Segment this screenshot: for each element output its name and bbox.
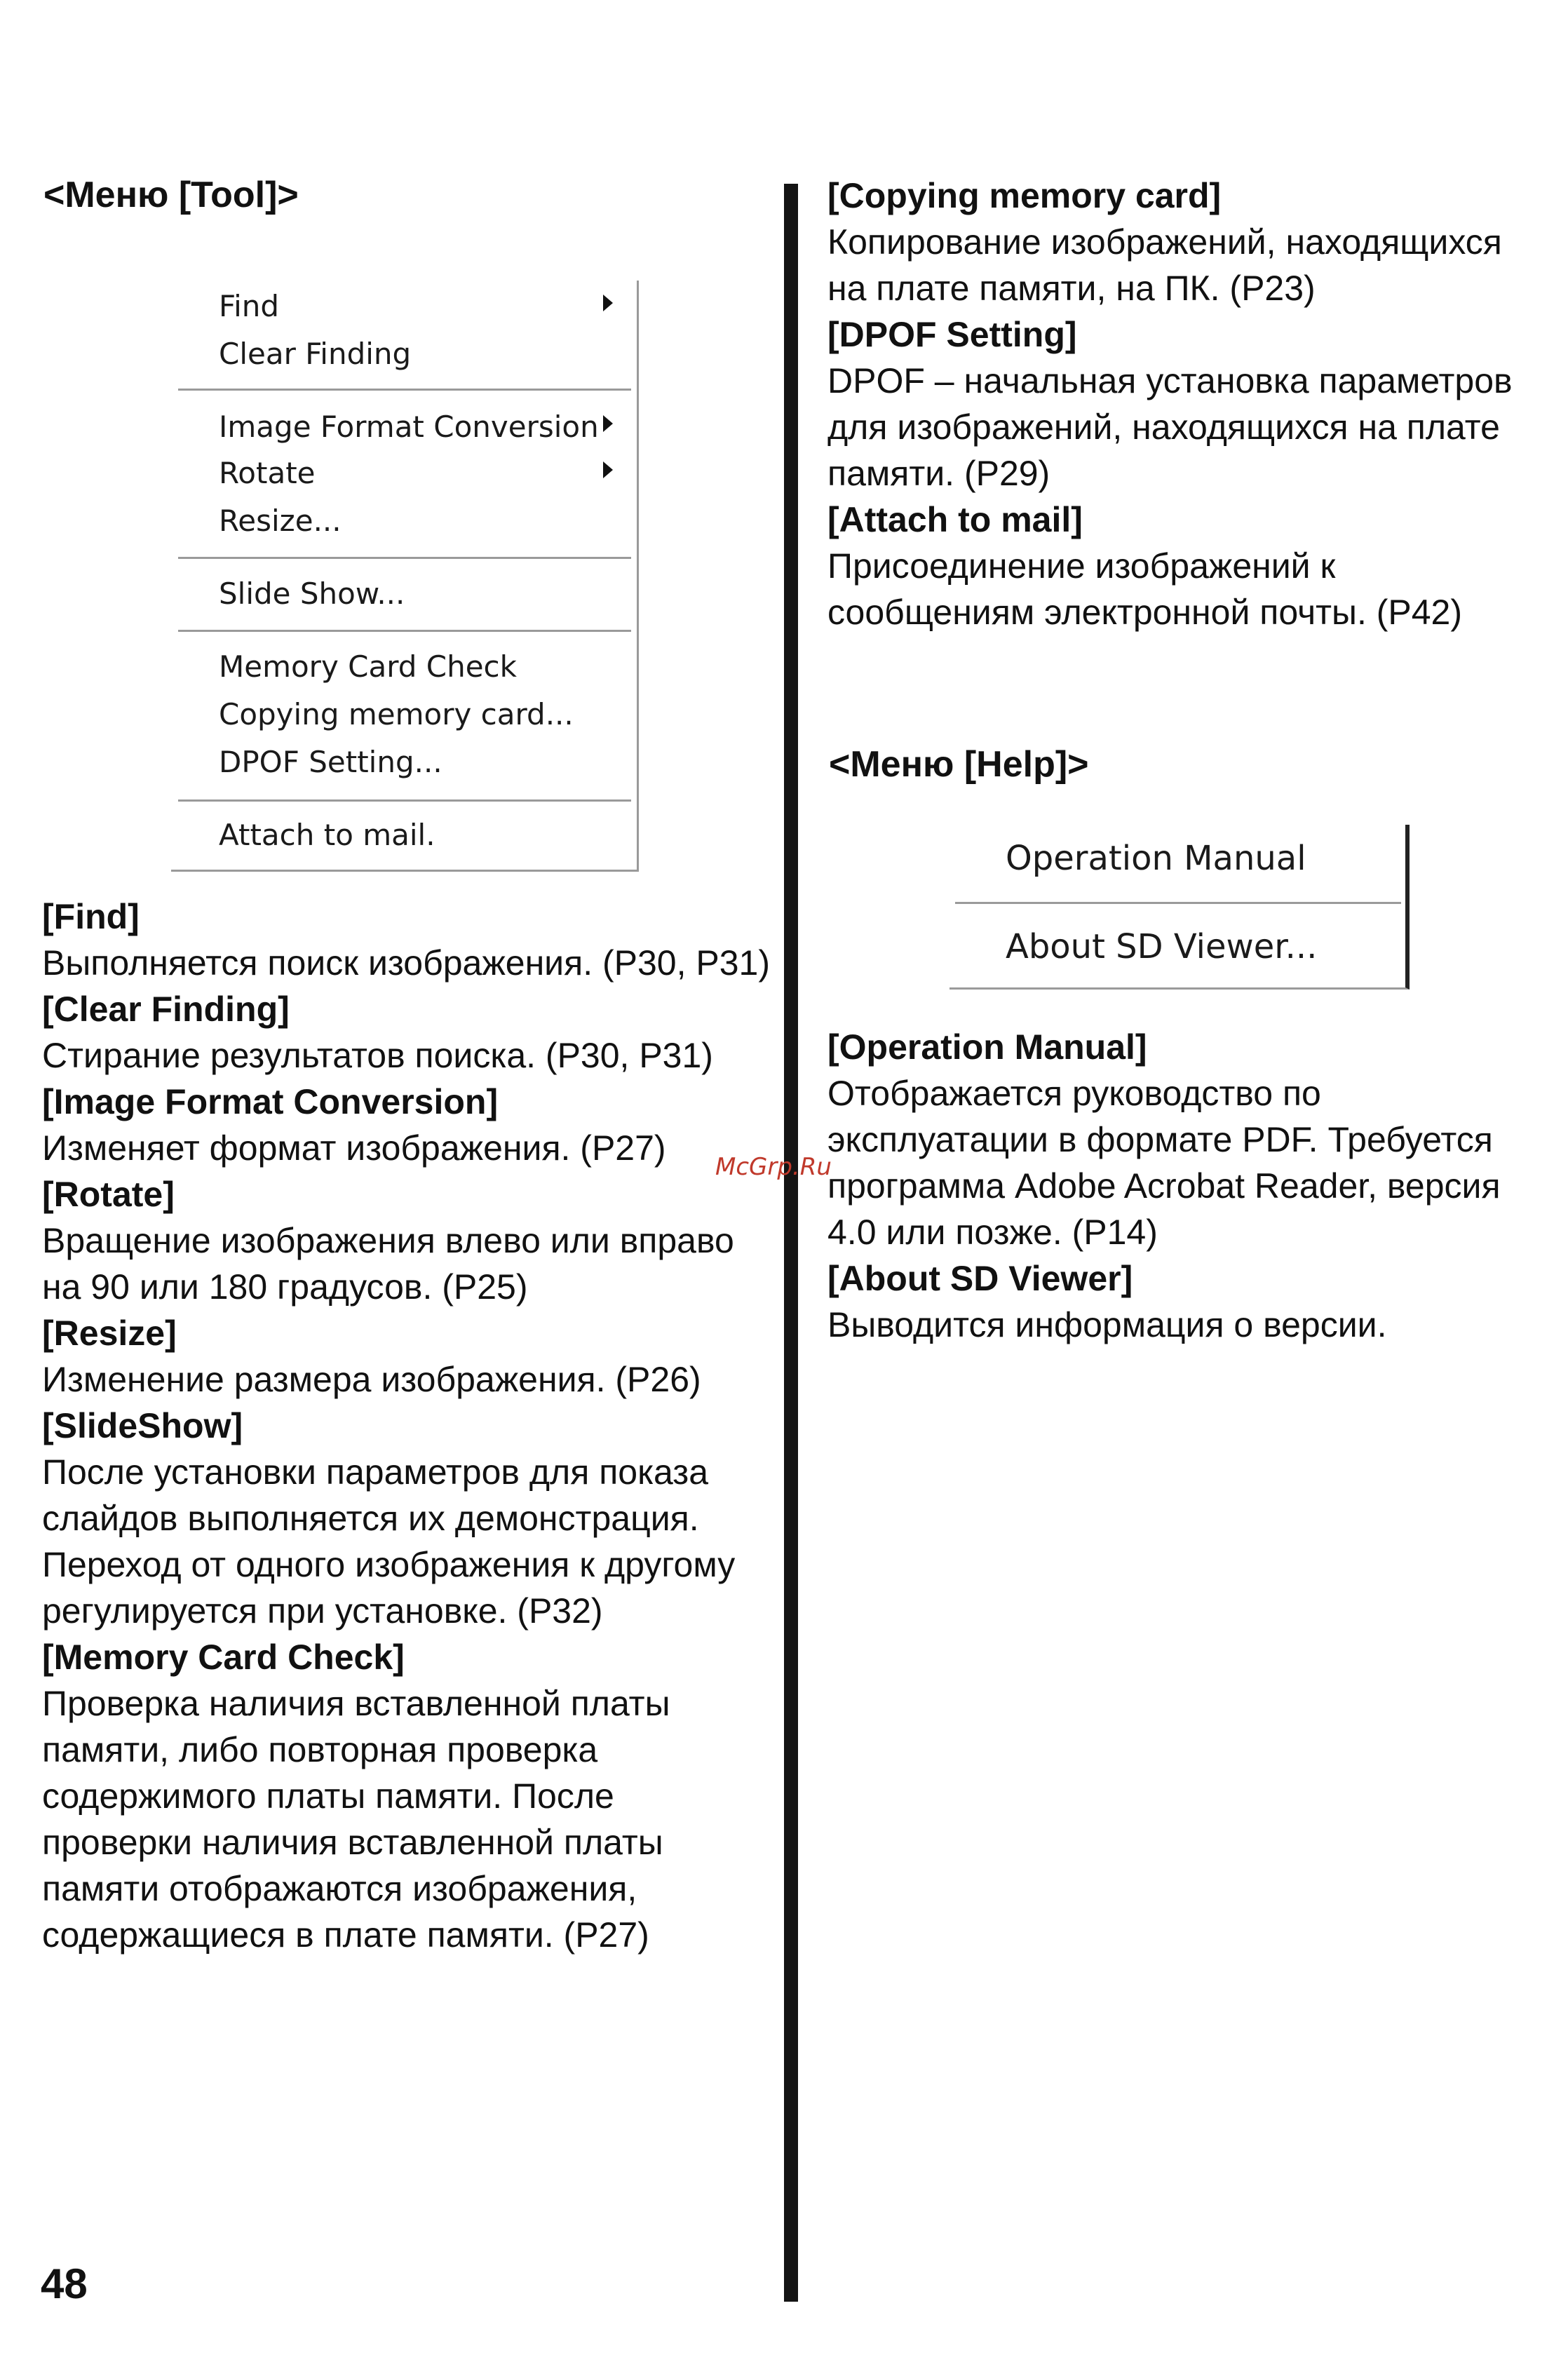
menu-separator (178, 557, 631, 559)
menu-item-copying-memory-card[interactable]: Copying memory card... (219, 697, 574, 731)
entry-attach-to-mail (827, 497, 1536, 635)
entry-resize (42, 1310, 771, 1403)
menu-item-image-format-conversion[interactable]: Image Format Conversion (219, 410, 599, 444)
column-divider (784, 184, 798, 2302)
entry-desc: Проверка наличия вставленной платы памяти, либо повторная проверка содержимого платы памяти. После проверки наличия вставленной платы памяти отображаются изображения, содержащиеся в плате памяти. (P27) (42, 1684, 670, 1955)
menu-item-dpof-setting[interactable]: DPOF Setting... (219, 745, 442, 779)
entry-desc: Отображается руководство по эксплуатации в формате PDF. Требуется программа Adobe Acrobat Reader, версия 4.0 или позже. (P14) (827, 1074, 1501, 1252)
entry-desc: Присоединение изображений к сообщениям электронной почты. (P42) (827, 546, 1463, 632)
entry-desc: Стирание результатов поиска. (P30, P31) (42, 1036, 713, 1075)
entry-about-sd-viewer (827, 1255, 1536, 1348)
entry-find (42, 893, 771, 986)
entry-desc: Изменение размера изображения. (P26) (42, 1360, 701, 1399)
menu-item-find[interactable]: Find (219, 289, 280, 323)
menu-separator (178, 630, 631, 632)
menu-item-resize[interactable]: Resize... (219, 504, 342, 538)
menu-item-slide-show[interactable]: Slide Show... (219, 576, 405, 611)
submenu-arrow-icon (603, 295, 613, 311)
entry-desc: Выводится информация о версии. (827, 1305, 1387, 1344)
entry-title: [Attach to mail] (827, 500, 1083, 539)
menu-item-memory-card-check[interactable]: Memory Card Check (219, 649, 517, 684)
entry-desc: Выполняется поиск изображения. (P30, P31) (42, 943, 770, 983)
menu-item-about-sd-viewer[interactable]: About SD Viewer... (1006, 927, 1318, 966)
help-menu-descriptions (827, 1024, 1536, 1348)
entry-title: [Rotate] (42, 1175, 175, 1214)
entry-desc: Вращение изображения влево или вправо на 90 или 180 градусов. (P25) (42, 1221, 734, 1307)
entry-title: [Find] (42, 897, 140, 936)
entry-title: [Clear Finding] (42, 990, 290, 1029)
submenu-arrow-icon (603, 461, 613, 478)
entry-dpof-setting (827, 311, 1536, 497)
entry-slideshow (42, 1403, 771, 1634)
entry-title: [Operation Manual] (827, 1027, 1147, 1067)
tool-menu-descriptions (42, 893, 771, 1958)
entry-desc: Копирование изображений, находящихся на плате памяти, на ПК. (P23) (827, 222, 1502, 308)
tool-menu-heading: <Меню [Tool]> (43, 175, 299, 215)
menu-item-operation-manual[interactable]: Operation Manual (1006, 839, 1306, 878)
entry-desc: После установки параметров для показа слайдов выполняется их демонстрация. Переход от одного изображения к другому регулируется при установке. (P32) (42, 1452, 736, 1631)
menu-separator (178, 799, 631, 802)
menu-separator (178, 389, 631, 391)
entry-memory-card-check (42, 1634, 771, 1958)
page-number: 48 (41, 2260, 88, 2307)
entry-desc: Изменяет формат изображения. (P27) (42, 1128, 666, 1168)
watermark: McGrp.Ru (715, 1153, 832, 1181)
entry-rotate (42, 1171, 771, 1310)
entry-desc: DPOF – начальная установка параметров для изображений, находящихся на плате памяти. (P29) (827, 361, 1513, 493)
submenu-arrow-icon (603, 415, 613, 432)
entry-title: [About SD Viewer] (827, 1259, 1133, 1298)
menu-item-attach-to-mail[interactable]: Attach to mail. (219, 818, 435, 852)
entry-title: [Resize] (42, 1314, 177, 1353)
entry-title: [SlideShow] (42, 1406, 243, 1445)
entry-title: [Copying memory card] (827, 176, 1222, 215)
menu-item-rotate[interactable]: Rotate (219, 456, 316, 490)
entry-copying-memory-card (827, 173, 1536, 311)
entry-title: [Image Format Conversion] (42, 1082, 499, 1121)
tool-menu-descriptions-continued (827, 173, 1536, 635)
entry-title: [Memory Card Check] (42, 1638, 405, 1677)
help-menu (949, 825, 1410, 990)
help-menu-heading: <Меню [Help]> (829, 744, 1089, 785)
entry-operation-manual (827, 1024, 1536, 1255)
menu-separator (955, 902, 1401, 904)
menu-item-clear-finding[interactable]: Clear Finding (219, 337, 412, 371)
entry-image-format-conversion (42, 1079, 771, 1171)
entry-clear-finding (42, 986, 771, 1079)
entry-title: [DPOF Setting] (827, 315, 1077, 354)
tool-menu (171, 281, 639, 872)
